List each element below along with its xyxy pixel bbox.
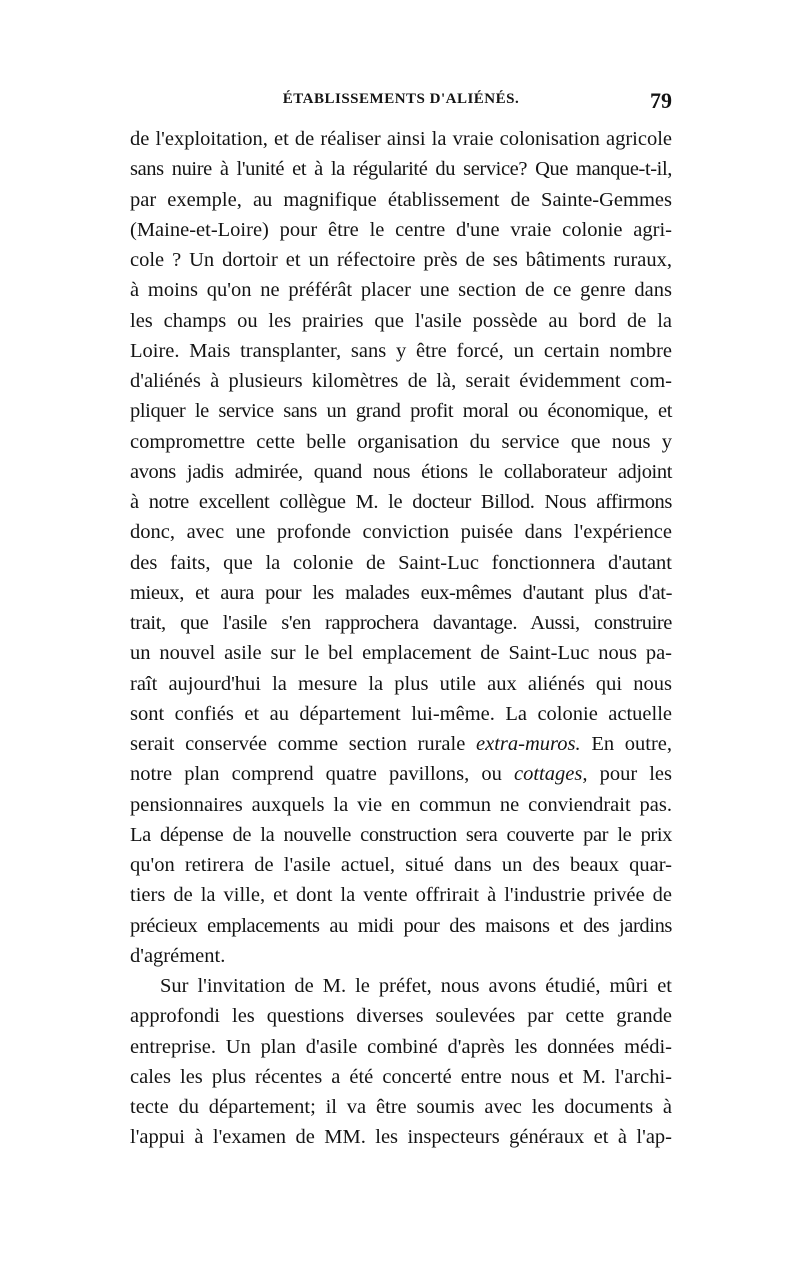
text-line: un nouvel asile sur le bel emplacement de Saint-Luc nous pa- bbox=[130, 642, 672, 665]
text-line: pensionnaires auxquels la vie en commun ne conviendrait pas. bbox=[130, 793, 672, 816]
text-line: à moins qu'on ne préférât placer une section de ce genre dans bbox=[130, 279, 672, 302]
body-text bbox=[130, 124, 672, 1153]
text-line: compromettre cette belle organisation du service que nous y bbox=[130, 430, 672, 453]
text-line: approfondi les questions diverses soulevées par cette grande bbox=[130, 1005, 672, 1028]
text-line: sans nuire à l'unité et à la régularité du service? Que manque-t-il, bbox=[130, 158, 672, 181]
text-line: par exemple, au magnifique établissement de Sainte-Gemmes bbox=[130, 188, 672, 211]
text-line: qu'on retirera de l'asile actuel, situé dans un des beaux quar- bbox=[130, 854, 672, 876]
text-line: d'agrément. bbox=[130, 944, 226, 967]
running-title: ÉTABLISSEMENTS D'ALIÉNÉS. bbox=[282, 91, 520, 107]
text-line: d'aliénés à plusieurs kilomètres de là, serait évidemment com- bbox=[130, 370, 672, 392]
text-line: les champs ou les prairies que l'asile possède au bord de la bbox=[130, 309, 672, 332]
text-run: En outre, bbox=[591, 733, 673, 755]
text-line: avons jadis admirée, quand nous étions le collaborateur adjoint bbox=[130, 460, 672, 483]
text-line: pliquer le service sans un grand profit moral ou économique, et bbox=[130, 400, 672, 423]
italic-term: cottages, bbox=[514, 763, 588, 786]
text-line: cales les plus récentes a été concerté entre nous et M. l'archi- bbox=[130, 1065, 672, 1088]
text-run: notre plan comprend quatre pavillons, ou bbox=[130, 763, 502, 786]
text-line: des faits, que la colonie de Saint-Luc fonctionnera d'autant bbox=[130, 551, 672, 574]
text-line: Sur l'invitation de M. le préfet, nous avons étudié, mûri et bbox=[160, 975, 672, 997]
text-line: cole ? Un dortoir et un réfectoire près de ses bâtiments ruraux, bbox=[130, 249, 672, 271]
italic-term: extra-muros. bbox=[476, 733, 581, 755]
text-line-mixed bbox=[130, 759, 672, 789]
text-line: La dépense de la nouvelle construction sera couverte par le prix bbox=[130, 823, 672, 846]
text-run: serait conservée comme section rurale bbox=[130, 733, 466, 755]
text-line: l'appui à l'examen de MM. les inspecteurs généraux et à l'ap- bbox=[130, 1126, 672, 1149]
text-run: pour les bbox=[599, 763, 673, 786]
text-line: donc, avec une profonde conviction puisée dans l'expérience bbox=[130, 521, 672, 544]
text-line: précieux emplacements au midi pour des maisons et des jardins bbox=[130, 914, 672, 937]
running-head bbox=[130, 88, 672, 121]
text-line: tecte du département; il va être soumis avec les documents à bbox=[130, 1096, 672, 1118]
text-line: tiers de la ville, et dont la vente offrirait à l'industrie privée de bbox=[130, 884, 672, 907]
text-line: trait, que l'asile s'en rapprochera davantage. Aussi, construire bbox=[130, 612, 672, 634]
text-line-mixed bbox=[130, 729, 672, 759]
text-line: entreprise. Un plan d'asile combiné d'après les données médi- bbox=[130, 1035, 672, 1058]
text-line: (Maine-et-Loire) pour être le centre d'une vraie colonie agri- bbox=[130, 218, 672, 241]
text-line: sont confiés et au département lui-même. La colonie actuelle bbox=[130, 702, 672, 725]
text-line: de l'exploitation, et de réaliser ainsi la vraie colonisation agricole bbox=[130, 128, 672, 150]
text-line: Loire. Mais transplanter, sans y être forcé, un certain nombre bbox=[130, 339, 672, 362]
text-line: à notre excellent collègue M. le docteur Billod. Nous affirmons bbox=[130, 491, 672, 513]
text-line: mieux, et aura pour les malades eux-mêmes d'autant plus d'at- bbox=[130, 581, 672, 604]
page-number: 79 bbox=[650, 88, 672, 113]
text-line: raît aujourd'hui la mesure la plus utile aux aliénés qui nous bbox=[130, 672, 672, 695]
